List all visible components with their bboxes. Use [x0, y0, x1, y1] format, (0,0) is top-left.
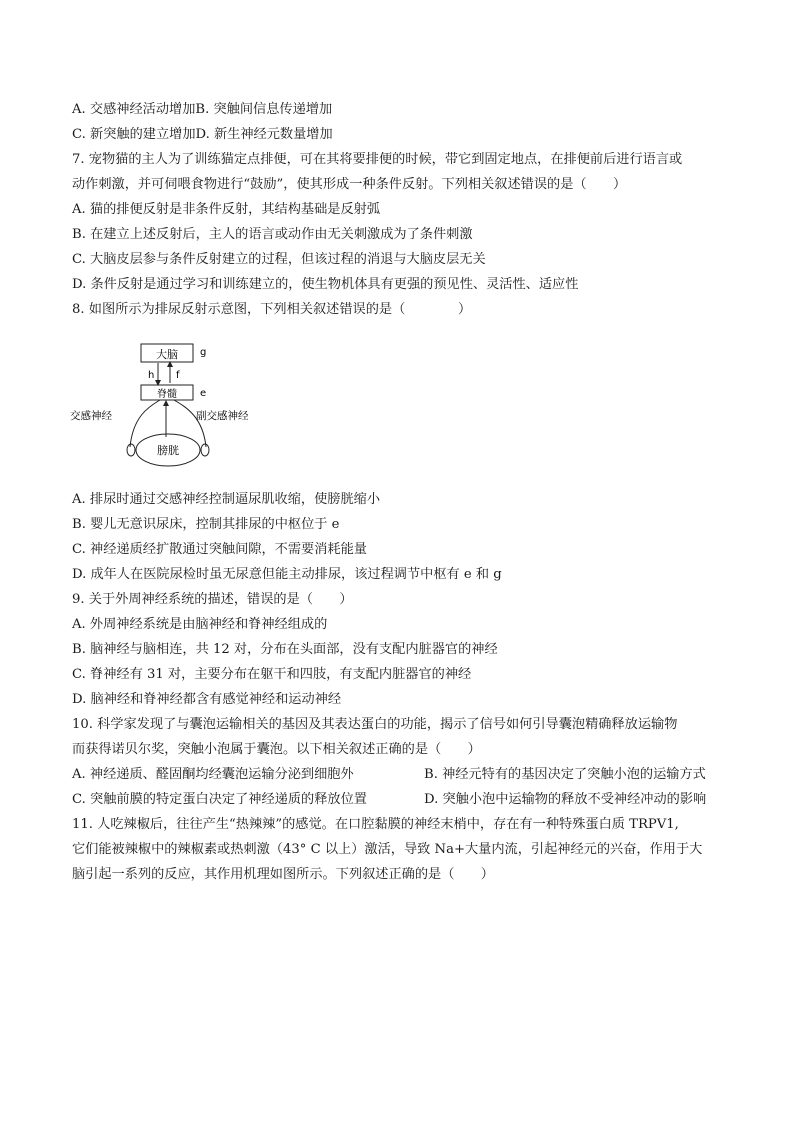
question-11-stem-2: 它们能被辣椒中的辣椒素或热刺激（43° C 以上）激活，导致 Na+大量内流，引起神经元的兴奋，作用于大: [72, 842, 703, 857]
label-g: g: [200, 347, 207, 358]
question-10-stem-1: 10. 科学家发现了与囊泡运输相关的基因及其表达蛋白的功能，揭示了信号如何引导囊泡精确释放运输物: [72, 717, 678, 732]
sympathetic-label: 交感神经: [70, 410, 112, 422]
q7-option-a: A. 猫的排便反射是非条件反射，其结构基础是反射弧: [72, 202, 381, 217]
q10-option-b: B. 神经元特有的基因决定了突触小泡的运输方式: [424, 767, 706, 782]
q10-options-ab: [72, 766, 732, 784]
question-7-stem-2: 动作刺激，并可伺喂食物进行“鼓励”，使其形成一种条件反射。下列相关叙述错误的是（ ）: [72, 177, 627, 192]
q9-option-c: C. 脊神经有 31 对，主要分布在躯干和四肢，有支配内脏器官的神经: [72, 667, 472, 682]
question-10-stem-2: 而获得诺贝尔奖，突触小泡属于囊泡。以下相关叙述正确的是（ ）: [72, 742, 481, 757]
q8-option-d: D. 成年人在医院尿检时虽无尿意但能主动排尿，该过程调节中枢有 e 和 g: [72, 567, 502, 582]
parasympathetic-label: 副交感神经: [196, 410, 249, 422]
question-8-stem: 8. 如图所示为排尿反射示意图，下列相关叙述错误的是（ ）: [72, 302, 472, 317]
q10-option-a: A. 神经递质、醛固酮均经囊泡运输分泌到细胞外: [72, 767, 354, 782]
q9-option-d: D. 脑神经和脊神经都含有感觉神经和运动神经: [72, 692, 342, 707]
question-9-stem: 9. 关于外周神经系统的描述，错误的是（ ）: [72, 592, 353, 607]
spinal-label: 脊髓: [157, 389, 177, 400]
q7-option-d: D. 条件反射是通过学习和训练建立的，使生物机体具有更强的预见性、灵活性、适应性: [72, 277, 579, 292]
q9-option-b: B. 脑神经与脑相连，共 12 对，分布在头面部，没有支配内脏器官的神经: [72, 642, 498, 657]
q10-option-c: C. 突触前膜的特定蛋白决定了神经递质的释放位置: [72, 792, 367, 807]
q9-option-a: A. 外周神经系统是由脑神经和脊神经组成的: [72, 617, 328, 632]
label-f: f: [176, 370, 180, 381]
q7-option-c: C. 大脑皮层参与条件反射建立的过程，但该过程的消退与大脑皮层无关: [72, 252, 486, 267]
left-effector: [127, 444, 135, 456]
question-11-stem-3: 脑引起一系列的反应，其作用机理如图所示。下列叙述正确的是（ ）: [72, 867, 494, 882]
urination-reflex-diagram: [68, 337, 288, 467]
question-7-stem-1: 7. 宠物猫的主人为了训练猫定点排便，可在其将要排便的时候，带它到固定地点，在排便前后进行语言或: [72, 152, 683, 167]
q10-options-cd: [72, 791, 732, 809]
brain-label: 大脑: [156, 348, 178, 361]
question-11-stem-1: 11. 人吃辣椒后，往往产生“热辣辣”的感觉。在口腔黏膜的神经末梢中，存在有一种特殊蛋白质 TRPV1,: [72, 817, 679, 832]
sympathetic-nerve: [130, 400, 160, 447]
right-effector: [201, 444, 209, 456]
line-2: C. 新突触的建立增加D. 新生神经元数量增加: [72, 127, 333, 142]
bladder-label: 膀胱: [157, 444, 179, 457]
parasympathetic-nerve: [174, 400, 206, 447]
q8-option-a: A. 排尿时通过交感神经控制逼尿肌收缩，使膀胱缩小: [72, 492, 381, 507]
q10-option-d: D. 突触小泡中运输物的释放不受神经冲动的影响: [424, 792, 707, 807]
q7-option-b: B. 在建立上述反射后，主人的语言或动作由无关刺激成为了条件刺激: [72, 227, 473, 242]
q8-option-c: C. 神经递质经扩散通过突触间隙，不需要消耗能量: [72, 542, 367, 557]
label-e: e: [200, 388, 207, 399]
q8-option-b: B. 婴儿无意识尿床，控制其排尿的中枢位于 e: [72, 517, 340, 532]
line-1: A. 交感神经活动增加B. 突触间信息传递增加: [72, 102, 333, 117]
label-h: h: [148, 370, 155, 381]
